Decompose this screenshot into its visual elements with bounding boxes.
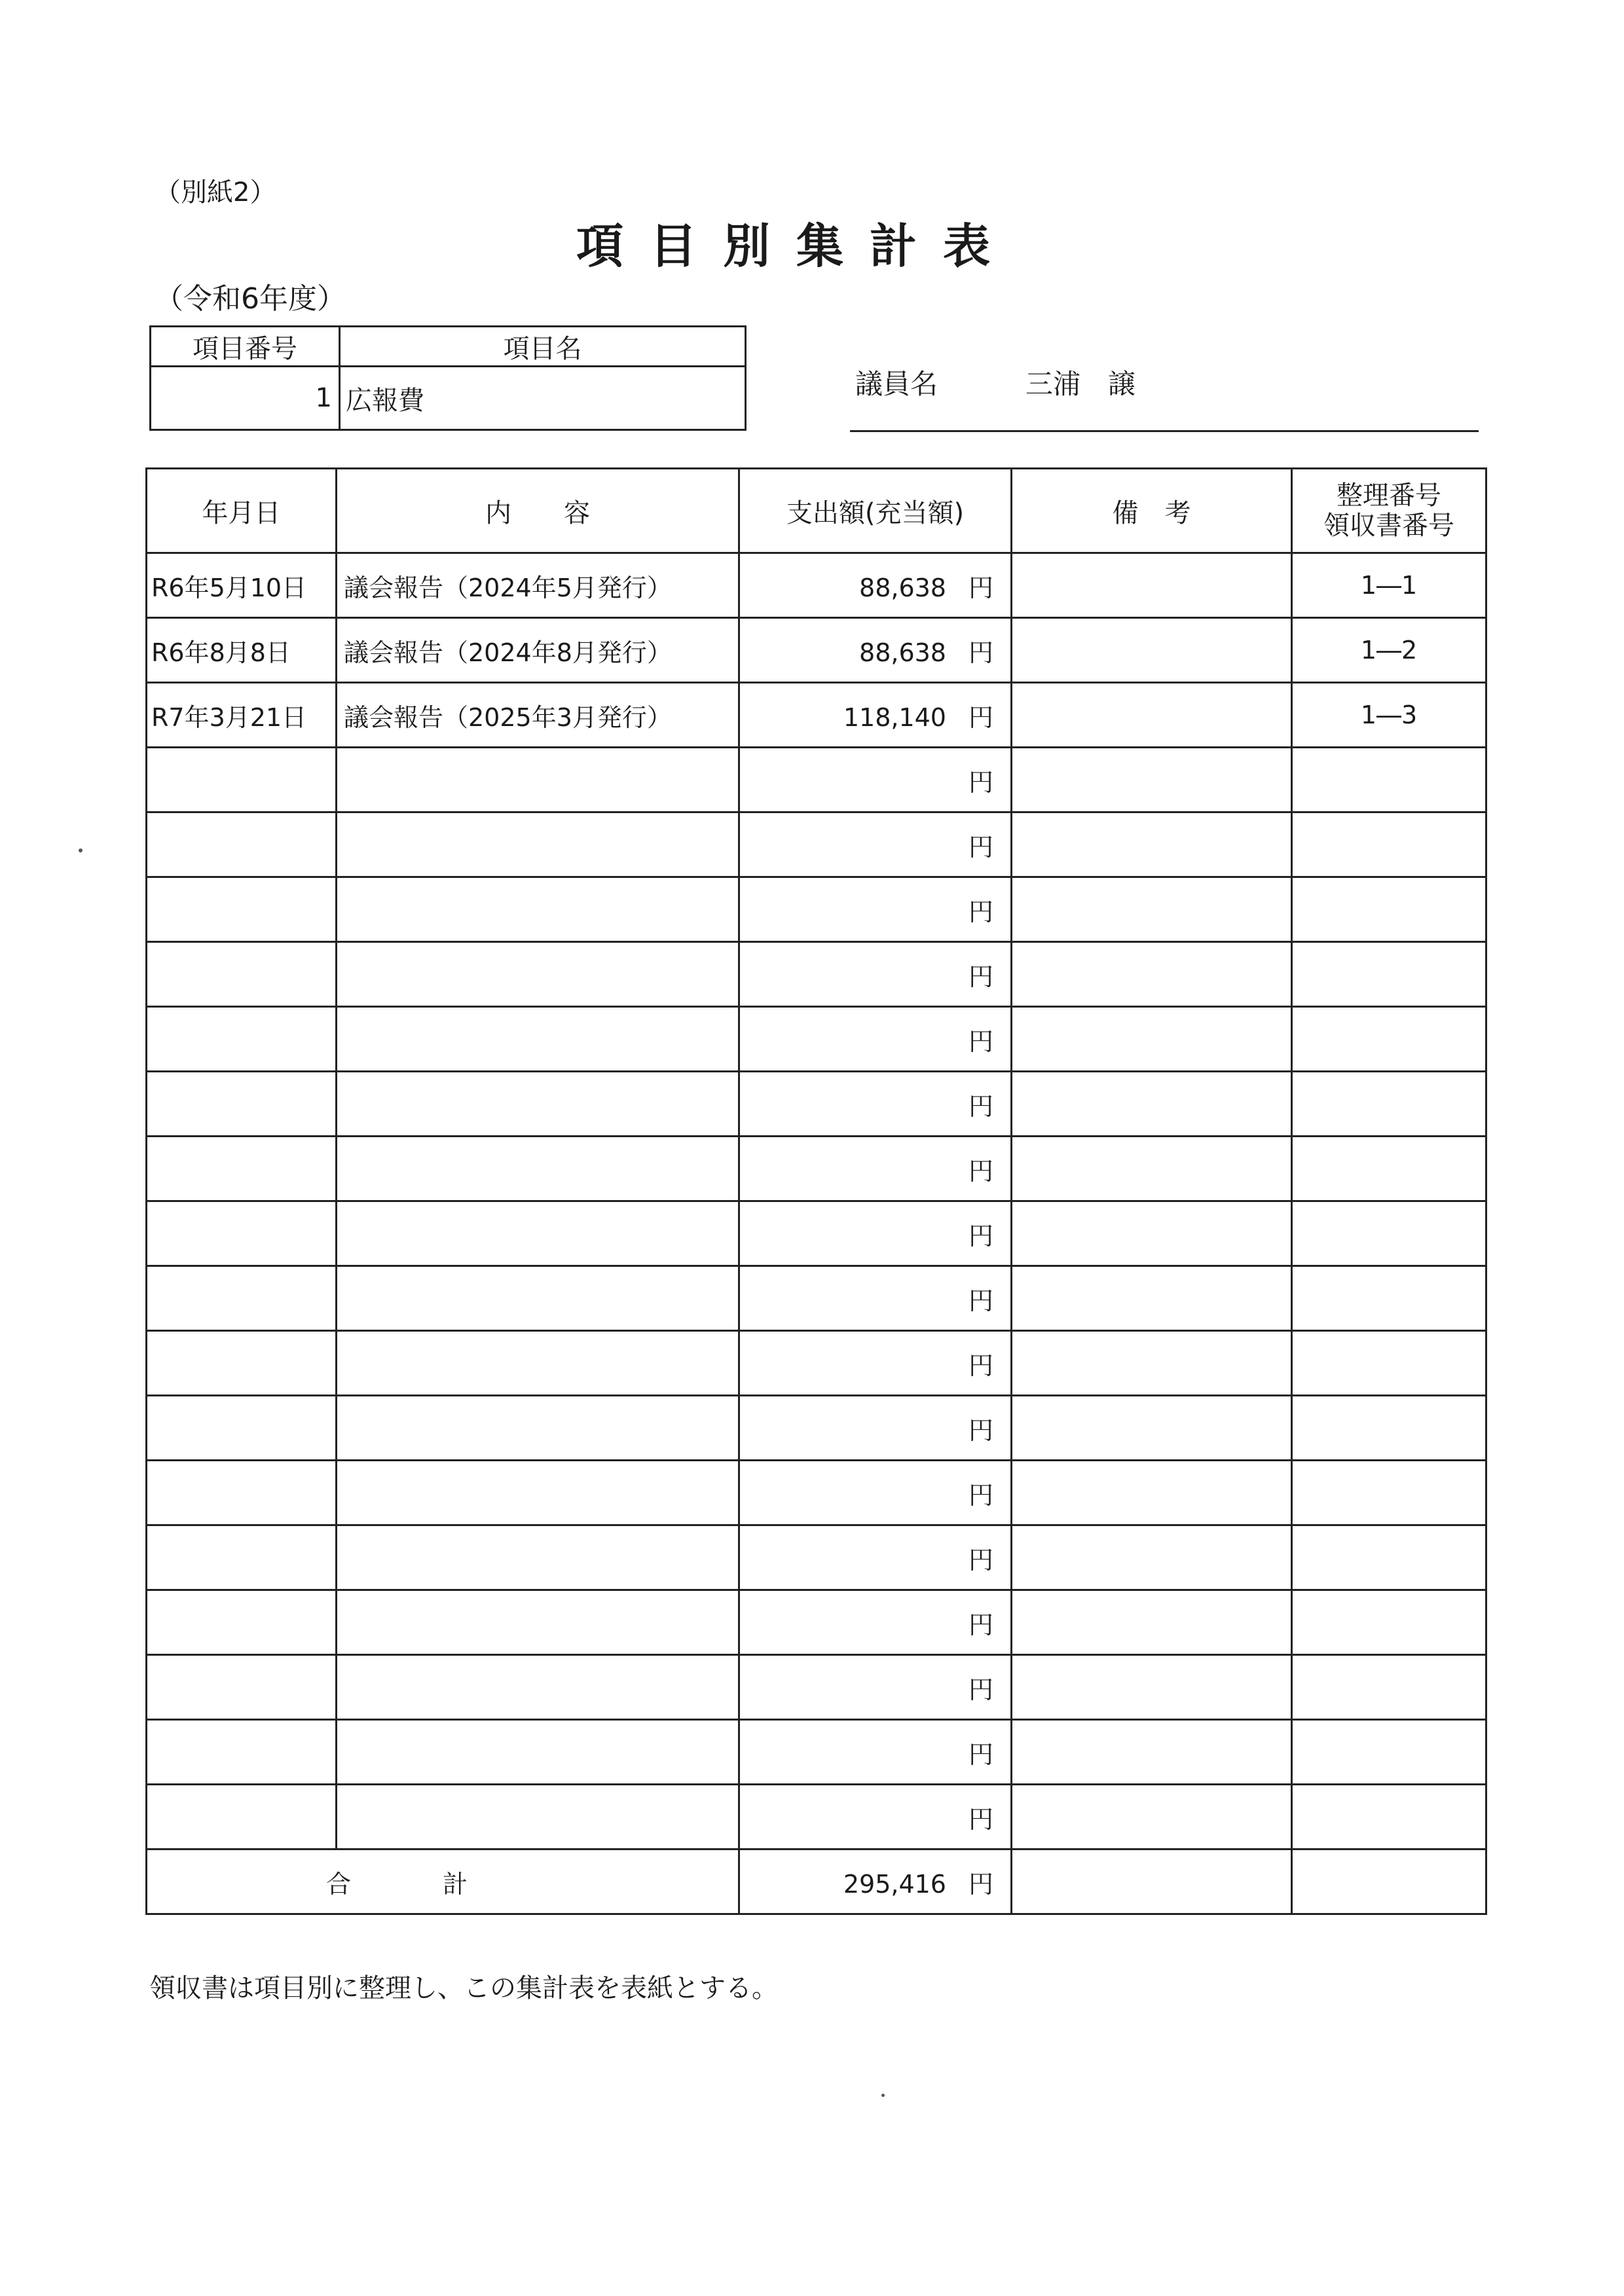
row-amount-cell (739, 877, 1012, 942)
row-date: R6年5月10日 (147, 553, 337, 618)
currency-unit: 円 (968, 702, 993, 732)
row-content (337, 1072, 739, 1137)
row-remarks (1012, 1396, 1292, 1461)
row-date (147, 1785, 337, 1850)
table-row (147, 877, 1486, 942)
row-date (147, 812, 337, 877)
currency-unit: 円 (968, 573, 993, 602)
row-amount-cell (739, 683, 1012, 748)
total-label: 合計 (147, 1850, 739, 1914)
row-remarks (1012, 877, 1292, 942)
row-amount-cell (739, 618, 1012, 683)
table-row (147, 1590, 1486, 1655)
total-amount-cell (739, 1850, 1012, 1914)
row-date (147, 1396, 337, 1461)
expense-table (145, 467, 1487, 1915)
total-ref (1292, 1850, 1486, 1914)
total-row (147, 1850, 1486, 1914)
ref-header-line2: 領収書番号 (1323, 511, 1454, 541)
row-ref (1292, 1396, 1486, 1461)
currency-unit: 円 (968, 1610, 993, 1639)
table-row (147, 1525, 1486, 1590)
table-row (147, 1655, 1486, 1720)
row-ref (1292, 1007, 1486, 1072)
item-number-header: 項目番号 (151, 327, 340, 367)
row-date (147, 1525, 337, 1590)
table-row (147, 553, 1486, 618)
row-amount-cell (739, 942, 1012, 1007)
row-content: 議会報告（2025年3月発行） (337, 683, 739, 748)
scan-speck (79, 848, 83, 852)
table-body (147, 553, 1486, 1850)
row-ref (1292, 1072, 1486, 1137)
row-remarks (1012, 1007, 1292, 1072)
row-date (147, 1461, 337, 1525)
row-amount-cell (739, 1590, 1012, 1655)
row-amount-cell (739, 1007, 1012, 1072)
row-content (337, 877, 739, 942)
row-date (147, 1072, 337, 1137)
row-remarks (1012, 553, 1292, 618)
row-date: R7年3月21日 (147, 683, 337, 748)
ref-header-line1: 整理番号 (1337, 481, 1441, 511)
row-ref (1292, 1720, 1486, 1785)
total-amount: 295,416 (843, 1869, 946, 1899)
row-remarks (1012, 942, 1292, 1007)
currency-unit: 円 (968, 1869, 993, 1899)
row-ref (1292, 1201, 1486, 1266)
row-ref (1292, 748, 1486, 812)
table-row (147, 942, 1486, 1007)
row-date (147, 1331, 337, 1396)
row-amount-cell (739, 748, 1012, 812)
currency-unit: 円 (968, 1675, 993, 1704)
row-content (337, 1137, 739, 1201)
table-row (147, 1266, 1486, 1331)
row-date (147, 1655, 337, 1720)
remarks-header: 備 考 (1012, 469, 1292, 553)
currency-unit: 円 (968, 1740, 993, 1769)
table-row (147, 683, 1486, 748)
row-date (147, 1720, 337, 1785)
row-amount-cell (739, 1461, 1012, 1525)
member-label: 議員名 (855, 368, 938, 400)
item-number: 1 (151, 367, 340, 430)
table-row (147, 1007, 1486, 1072)
currency-unit: 円 (968, 832, 993, 862)
row-remarks (1012, 1266, 1292, 1331)
row-amount-cell (739, 1785, 1012, 1850)
amount-header: 支出額(充当額) (739, 469, 1012, 553)
row-content: 議会報告（2024年8月発行） (337, 618, 739, 683)
row-content (337, 1331, 739, 1396)
currency-unit: 円 (968, 1027, 993, 1056)
table-row (147, 1137, 1486, 1201)
row-date (147, 942, 337, 1007)
currency-unit: 円 (968, 897, 993, 926)
currency-unit: 円 (968, 1480, 993, 1510)
fiscal-year: （令和6年度） (155, 282, 346, 316)
table-header-row (147, 469, 1486, 553)
row-content (337, 1590, 739, 1655)
row-amount-cell (739, 1525, 1012, 1590)
row-amount: 118,140 (843, 702, 946, 732)
row-date: R6年8月8日 (147, 618, 337, 683)
page-title: 項目別集計表 (576, 219, 1017, 274)
item-info-table (149, 325, 747, 431)
row-remarks (1012, 1137, 1292, 1201)
currency-unit: 円 (968, 1804, 993, 1834)
table-row (147, 1785, 1486, 1850)
item-name: 広報費 (340, 367, 746, 430)
row-date (147, 1007, 337, 1072)
row-amount-cell (739, 1137, 1012, 1201)
footer-note: 領収書は項目別に整理し、この集計表を表紙とする。 (149, 1973, 778, 2003)
row-ref (1292, 1785, 1486, 1850)
table-row (147, 1072, 1486, 1137)
row-remarks (1012, 1461, 1292, 1525)
row-ref (1292, 1590, 1486, 1655)
row-remarks (1012, 1655, 1292, 1720)
row-ref (1292, 877, 1486, 942)
annex-label: （別紙2） (155, 177, 276, 208)
row-remarks (1012, 1590, 1292, 1655)
row-content (337, 1201, 739, 1266)
ref-header (1292, 469, 1486, 553)
member-name: 三浦 譲 (1025, 368, 1136, 400)
currency-unit: 円 (968, 638, 993, 667)
row-amount-cell (739, 1720, 1012, 1785)
table-row (147, 1331, 1486, 1396)
row-remarks (1012, 1201, 1292, 1266)
row-ref (1292, 1461, 1486, 1525)
row-content (337, 1720, 739, 1785)
row-content (337, 1525, 739, 1590)
row-ref (1292, 942, 1486, 1007)
row-amount-cell (739, 812, 1012, 877)
row-amount-cell (739, 1655, 1012, 1720)
row-ref: 1―1 (1292, 553, 1486, 618)
row-date (147, 1266, 337, 1331)
table-row (147, 1396, 1486, 1461)
currency-unit: 円 (968, 962, 993, 991)
row-ref: 1―3 (1292, 683, 1486, 748)
row-remarks (1012, 1720, 1292, 1785)
total-remarks (1012, 1850, 1292, 1914)
table-row (147, 812, 1486, 877)
scan-speck (881, 2094, 885, 2097)
row-date (147, 877, 337, 942)
row-ref (1292, 1331, 1486, 1396)
row-content (337, 1266, 739, 1331)
content-header: 内 容 (337, 469, 739, 553)
currency-unit: 円 (968, 1545, 993, 1575)
row-remarks (1012, 618, 1292, 683)
row-ref: 1―2 (1292, 618, 1486, 683)
row-content (337, 1785, 739, 1850)
row-date (147, 1590, 337, 1655)
row-amount-cell (739, 1201, 1012, 1266)
row-content (337, 942, 739, 1007)
table-row (147, 618, 1486, 683)
row-ref (1292, 812, 1486, 877)
row-amount-cell (739, 1331, 1012, 1396)
currency-unit: 円 (968, 1156, 993, 1186)
row-ref (1292, 1525, 1486, 1590)
table-row (147, 1461, 1486, 1525)
currency-unit: 円 (968, 1351, 993, 1380)
row-remarks (1012, 1785, 1292, 1850)
row-remarks (1012, 1331, 1292, 1396)
row-remarks (1012, 1525, 1292, 1590)
row-remarks (1012, 748, 1292, 812)
row-content: 議会報告（2024年5月発行） (337, 553, 739, 618)
row-amount-cell (739, 1266, 1012, 1331)
row-content (337, 1655, 739, 1720)
table-row (147, 748, 1486, 812)
row-content (337, 1461, 739, 1525)
row-remarks (1012, 683, 1292, 748)
row-date (147, 748, 337, 812)
table-row (147, 1201, 1486, 1266)
row-amount: 88,638 (859, 638, 946, 667)
row-remarks (1012, 1072, 1292, 1137)
date-header: 年月日 (147, 469, 337, 553)
currency-unit: 円 (968, 1091, 993, 1121)
row-remarks (1012, 812, 1292, 877)
row-amount: 88,638 (859, 573, 946, 602)
row-amount-cell (739, 1072, 1012, 1137)
row-amount-cell (739, 553, 1012, 618)
row-ref (1292, 1137, 1486, 1201)
row-ref (1292, 1266, 1486, 1331)
currency-unit: 円 (968, 1415, 993, 1445)
row-content (337, 812, 739, 877)
table-row (147, 1720, 1486, 1785)
row-date (147, 1201, 337, 1266)
member-underline (850, 430, 1479, 432)
item-name-header: 項目名 (340, 327, 746, 367)
currency-unit: 円 (968, 767, 993, 797)
row-content (337, 748, 739, 812)
currency-unit: 円 (968, 1221, 993, 1250)
row-ref (1292, 1655, 1486, 1720)
row-date (147, 1137, 337, 1201)
row-content (337, 1007, 739, 1072)
row-amount-cell (739, 1396, 1012, 1461)
row-content (337, 1396, 739, 1461)
currency-unit: 円 (968, 1286, 993, 1315)
